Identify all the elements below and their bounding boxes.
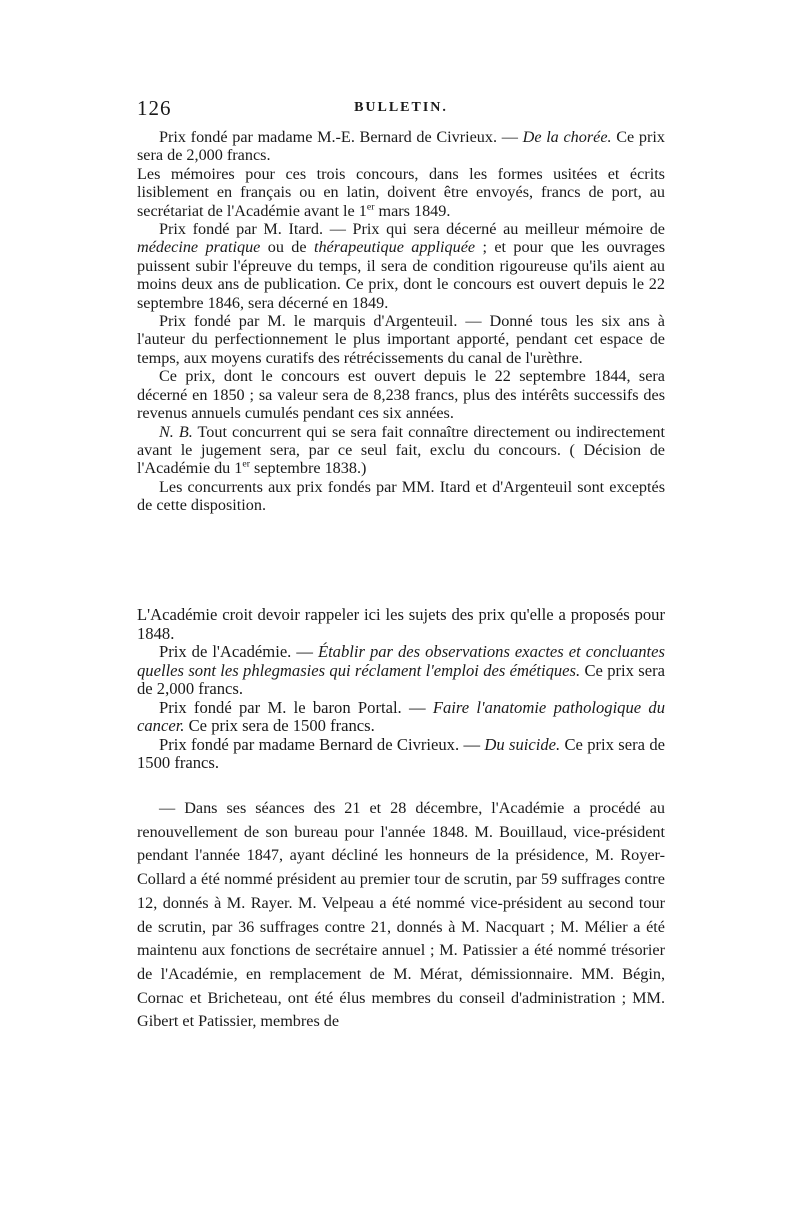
paragraph-bureau-election: — Dans ses séances des 21 et 28 décembre, l'Académie a procédé au renouvellement de son bureau pour l'année 1848. M. Bouillaud, vice-président pendant l'année 1847, ayant décliné les honneurs de la présidence, M. Royer-Collard a été nommé président au premier tour de scrutin, par 59 suffrages contre 12, donnés à M. Rayer. M. Velpeau a été nommé vice-président au second tour de scrutin, par 36 suffrages contre 21, donnés à M. Nacquart ; M. Mélier a été maintenu aux fonctions de secrétaire annuel ; M. Patissier a été nommé trésorier de l'Académie, en remplacement de M. Mérat, démissionnaire. MM. Bégin, Cornac et Bricheteau, ont été élus membres du conseil d'administration ; MM. Gibert et Patissier, membres de (137, 799, 665, 1031)
prize-subjects-1848 (137, 606, 665, 773)
paragraph-academie-prize: Prix de l'Académie. — Établir par des observations exactes et concluantes quelles sont les phlegmasies qui réclament l'emploi des émétiques. Ce prix sera de 2,000 francs. (137, 642, 665, 698)
paragraph-subjects-intro: L'Académie croit devoir rappeler ici les sujets des prix qu'elle a proposés pour 1848. (137, 605, 665, 643)
paragraph-nota-bene: N. B. Tout concurrent qui se sera fait connaître directement ou indirectement avant le jugement sera, par ce seul fait, exclu du concours. ( Décision de l'Académie du 1er septembre 1838.) (137, 422, 665, 478)
paragraph-civrieux-prize: Prix fondé par madame M.-E. Bernard de Civrieux. — De la chorée. Ce prix sera de 2,000 francs. (137, 128, 665, 165)
bureau-renewal (137, 797, 665, 1034)
page-number: 126 (137, 96, 172, 120)
paragraph-exceptions: Les concurrents aux prix fondés par MM. Itard et d'Argenteuil sont exceptés de cette disposition. (137, 477, 665, 515)
paragraph-argenteuil-value: Ce prix, dont le concours est ouvert depuis le 22 septembre 1844, sera décerné en 1850 ; sa valeur sera de 8,238 francs, plus des intérêts successifs des revenus annuels cumulés pendant ces six années. (137, 367, 665, 423)
paragraph-itard-prize: Prix fondé par M. Itard. — Prix qui sera décerné au meilleur mémoire de médecine pratique ou de thérapeutique appliquée ; et pour que les ouvrages puissent subir l'épreuve du temps, il sera de condition rigoureuse qu'ils aient au moins deux ans de publication. Ce prix, dont le concours est ouvert depuis le 22 septembre 1846, sera décerné en 1849. (137, 220, 666, 312)
page-header (137, 96, 665, 122)
paragraph-portal-prize: Prix fondé par M. le baron Portal. — Faire l'anatomie pathologique du cancer. Ce prix sera de 1500 francs. (137, 697, 666, 735)
paragraph-submission-rules: Les mémoires pour ces trois concours, dans les formes usitées et écrits lisiblement en français ou en latin, doivent être envoyés, francs de port, au secrétariat de l'Académie avant le 1er mars 1849. (137, 164, 665, 220)
prize-announcements (137, 128, 665, 515)
running-head: BULLETIN. (354, 100, 448, 115)
paragraph-suicide-prize: Prix fondé par madame Bernard de Civrieux. — Du suicide. Ce prix sera de 1500 francs. (137, 734, 665, 772)
paragraph-argenteuil-prize: Prix fondé par M. le marquis d'Argenteuil. — Donné tous les six ans à l'auteur du perfectionnement le plus important apporté, pendant cet espace de temps, aux moyens curatifs des rétrécissements du canal de l'urèthre. (137, 312, 665, 367)
